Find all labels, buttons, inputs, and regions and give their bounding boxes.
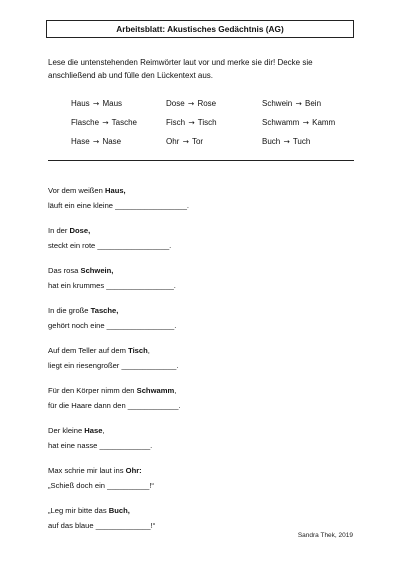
word-pair xyxy=(71,99,166,109)
right-arrow-icon: → xyxy=(295,99,302,108)
verse-line-2-blank[interactable]: liegt ein riesengroßer _____________. xyxy=(48,361,179,370)
word-pair-first: Schwein xyxy=(262,99,293,108)
verse-line-2-blank[interactable]: hat eine nasse ____________. xyxy=(48,441,153,450)
verse-line-1 xyxy=(48,426,358,441)
word-pair-first: Ohr xyxy=(166,137,180,146)
verse xyxy=(48,266,358,306)
word-pair xyxy=(71,118,166,128)
word-pair xyxy=(262,118,362,128)
right-arrow-icon: → xyxy=(302,118,309,127)
verse-line-2-blank[interactable]: läuft ein eine kleine _________________. xyxy=(48,201,190,210)
verse xyxy=(48,426,358,466)
rhyme-word: Haus, xyxy=(104,186,126,195)
verse-text: Der kleine xyxy=(48,426,85,435)
verse-text: Max schrie mir laut ins xyxy=(48,466,126,475)
divider-line xyxy=(48,160,354,161)
verse xyxy=(48,466,358,506)
verse-line-2-blank[interactable]: „Schieß doch ein __________!“ xyxy=(48,481,154,490)
rhyme-word: Dose, xyxy=(69,226,91,235)
rhyme-word: Schwein, xyxy=(80,266,114,275)
verse-text: Für den Körper nimm den xyxy=(48,386,137,395)
right-arrow-icon: → xyxy=(187,99,195,108)
verse-line-2-blank[interactable]: auf das blaue _____________!“ xyxy=(48,521,156,530)
word-pair-second: Tisch xyxy=(197,118,217,127)
rhyme-word: Schwamm xyxy=(136,386,175,395)
verse-line-2-blank[interactable]: für die Haare dann den ____________. xyxy=(48,401,181,410)
right-arrow-icon: → xyxy=(283,137,290,146)
author-footer: Sandra Thek, 2019 xyxy=(297,532,353,539)
right-arrow-icon: → xyxy=(182,137,189,146)
verse-text: In die große xyxy=(48,306,91,315)
word-pair-second: Tor xyxy=(191,137,204,146)
word-pair-first: Hase xyxy=(71,137,90,146)
verse-text: „Leg mir bitte das xyxy=(48,506,109,515)
word-pair-second: Tuch xyxy=(292,137,311,146)
verse xyxy=(48,346,358,386)
word-pair-second: Tasche xyxy=(111,118,137,127)
rhyme-word: Ohr: xyxy=(125,466,142,475)
word-pair-first: Dose xyxy=(166,99,185,108)
word-pair xyxy=(262,137,362,147)
cloze-text xyxy=(48,186,358,546)
verse xyxy=(48,506,358,546)
word-pair xyxy=(71,137,166,147)
word-pair xyxy=(166,118,262,128)
rhyme-word: Tisch xyxy=(128,346,148,355)
word-pair-second: Bein xyxy=(305,99,322,108)
word-pair xyxy=(166,137,262,147)
verse-line-1 xyxy=(48,466,358,481)
instructions: Lese die untenstehenden Reimwörter laut vor und merke sie dir! Decke sie anschließend ab und fülle den Lückentext aus. xyxy=(48,58,313,80)
right-arrow-icon: → xyxy=(92,137,100,146)
verse-line-1 xyxy=(48,506,358,521)
verse xyxy=(48,386,358,426)
rhyme-word: Tasche, xyxy=(90,306,119,315)
verse-punctuation: , xyxy=(102,426,105,435)
word-pair xyxy=(262,99,362,109)
verse-text: Vor dem weißen xyxy=(48,186,105,195)
verse-line-2-blank[interactable]: gehört noch eine ________________. xyxy=(48,321,177,330)
right-arrow-icon: → xyxy=(188,118,195,127)
right-arrow-icon: → xyxy=(92,99,100,108)
rhyme-word: Hase xyxy=(84,426,103,435)
word-pair-second: Maus xyxy=(102,99,123,108)
word-pair-second: Kamm xyxy=(312,118,336,127)
word-pairs-grid xyxy=(71,99,371,147)
word-pair-first: Buch xyxy=(262,137,281,146)
verse-text: Das rosa xyxy=(48,266,81,275)
verse-text: In der xyxy=(48,226,70,235)
verse-line-1 xyxy=(48,306,358,321)
verse-line-1 xyxy=(48,266,358,281)
verse-line-2-blank[interactable]: hat ein krummes ________________. xyxy=(48,281,176,290)
word-pair-second: Nase xyxy=(102,137,122,146)
right-arrow-icon: → xyxy=(102,118,109,127)
worksheet-title-text: Arbeitsblatt: Akustisches Gedächtnis (AG) xyxy=(116,24,284,34)
verse-line-1 xyxy=(48,226,358,241)
verse-punctuation: , xyxy=(147,346,150,355)
rhyme-word: Buch, xyxy=(108,506,130,515)
verse-line-2-blank[interactable]: steckt ein rote _________________. xyxy=(48,241,172,250)
word-pair-first: Fisch xyxy=(166,118,186,127)
word-pair-first: Schwamm xyxy=(262,118,300,127)
verse-line-1 xyxy=(48,386,358,401)
word-pair-first: Flasche xyxy=(71,118,100,127)
word-pair-second: Rose xyxy=(197,99,217,108)
verse xyxy=(48,186,358,226)
verse xyxy=(48,306,358,346)
worksheet-title xyxy=(46,20,354,38)
verse-text: Auf dem Teller auf dem xyxy=(48,346,129,355)
verse xyxy=(48,226,358,266)
verse-line-1 xyxy=(48,346,358,361)
word-pair xyxy=(166,99,262,109)
verse-punctuation: , xyxy=(174,386,177,395)
verse-line-1 xyxy=(48,186,358,201)
word-pair-first: Haus xyxy=(71,99,90,108)
